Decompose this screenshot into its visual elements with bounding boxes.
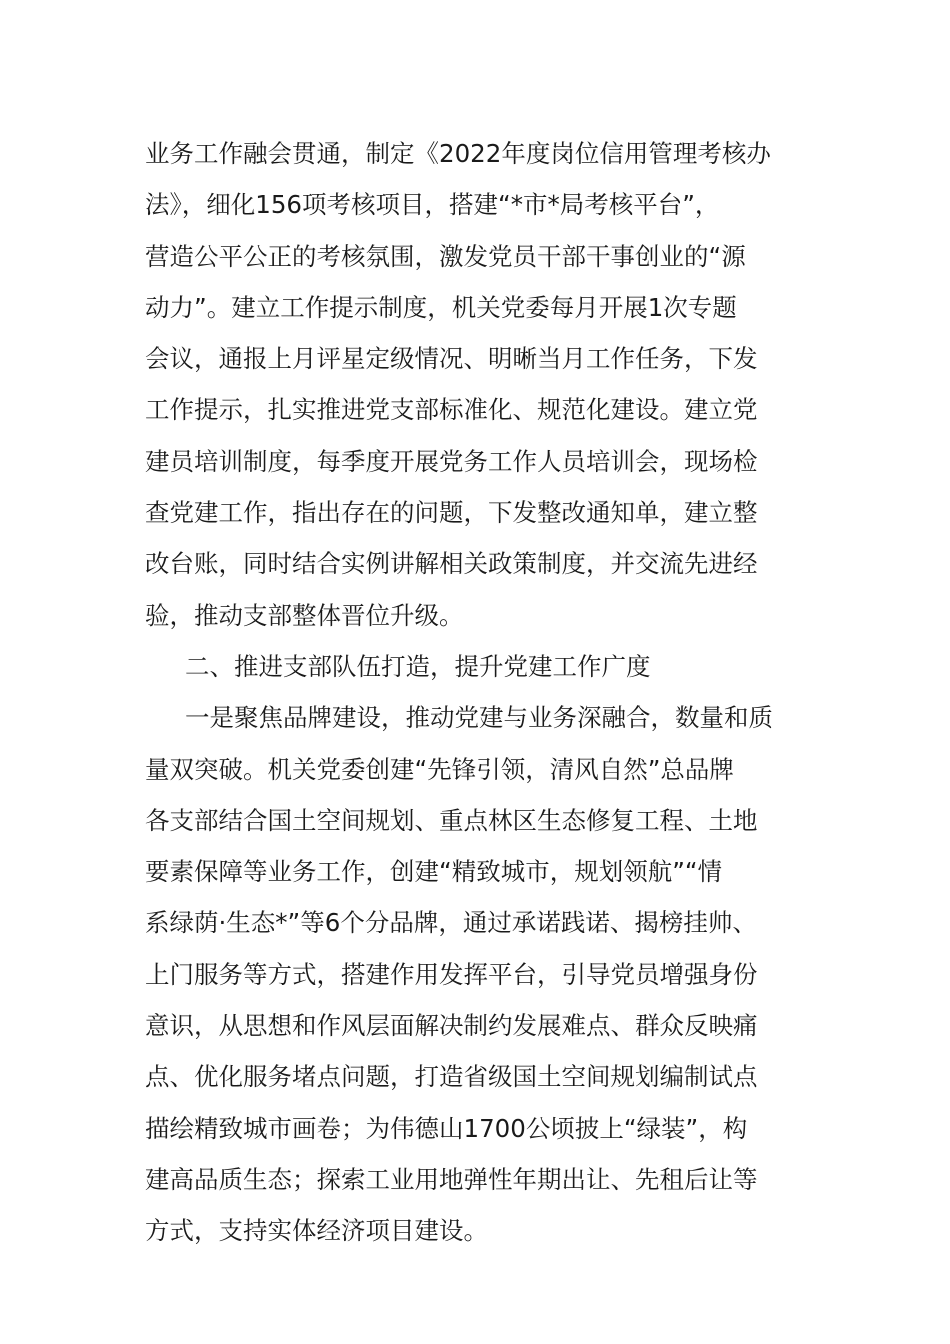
paragraph-line: 各支部结合国土空间规划、重点林区生态修复工程、土地	[145, 805, 758, 835]
paragraph-line: 验，推动支部整体晋位升级。	[145, 600, 464, 630]
paragraph-line: 建高品质生态；探索工业用地弹性年期出让、先租后让等	[145, 1164, 758, 1194]
paragraph-line: 描绘精致城市画卷；为伟德山1700公顷披上“绿装”，构	[145, 1113, 748, 1143]
paragraph-line: 量双突破。机关党委创建“先锋引领，清风自然”总品牌	[145, 754, 734, 784]
paragraph-line: 营造公平公正的考核氛围，激发党员干部干事创业的“源	[145, 241, 746, 271]
paragraph-line: 动力”。建立工作提示制度，机关党委每月开展1次专题	[145, 292, 737, 322]
paragraph-line: 查党建工作，指出存在的问题，下发整改通知单，建立整	[145, 498, 758, 528]
paragraph-line: 一是聚焦品牌建设，推动党建与业务深融合，数量和质	[185, 703, 773, 733]
paragraph-line: 建员培训制度，每季度开展党务工作人员培训会，现场检	[145, 446, 758, 476]
section-heading: 二、推进支部队伍打造，提升党建工作广度	[185, 651, 651, 681]
paragraph-line: 意识，从思想和作风层面解决制约发展难点、群众反映痛	[145, 1011, 758, 1041]
paragraph-line: 要素保障等业务工作，创建“精致城市，规划领航”“情	[145, 857, 723, 887]
paragraph-line: 上门服务等方式，搭建作用发挥平台，引导党员增强身份	[145, 959, 758, 989]
paragraph-line: 业务工作融会贯通，制定《2022年度岗位信用管理考核办	[145, 139, 771, 168]
paragraph-line: 工作提示，扎实推进党支部标准化、规范化建设。建立党	[145, 395, 758, 425]
paragraph-line: 法》，细化156项考核项目，搭建“*市*局考核平台”，	[145, 190, 720, 220]
paragraph-line: 改台账，同时结合实例讲解相关政策制度，并交流先进经	[145, 549, 758, 579]
paragraph-line: 方式，支持实体经济项目建设。	[145, 1216, 488, 1246]
paragraph-line: 系绿荫·生态*”等6个分品牌，通过承诺践诺、揭榜挂帅、	[145, 908, 757, 938]
document-body	[145, 128, 825, 1257]
paragraph-line: 会议，通报上月评星定级情况、明晰当月工作任务，下发	[145, 344, 758, 374]
paragraph-line: 点、优化服务堵点问题，打造省级国土空间规划编制试点	[145, 1062, 758, 1092]
